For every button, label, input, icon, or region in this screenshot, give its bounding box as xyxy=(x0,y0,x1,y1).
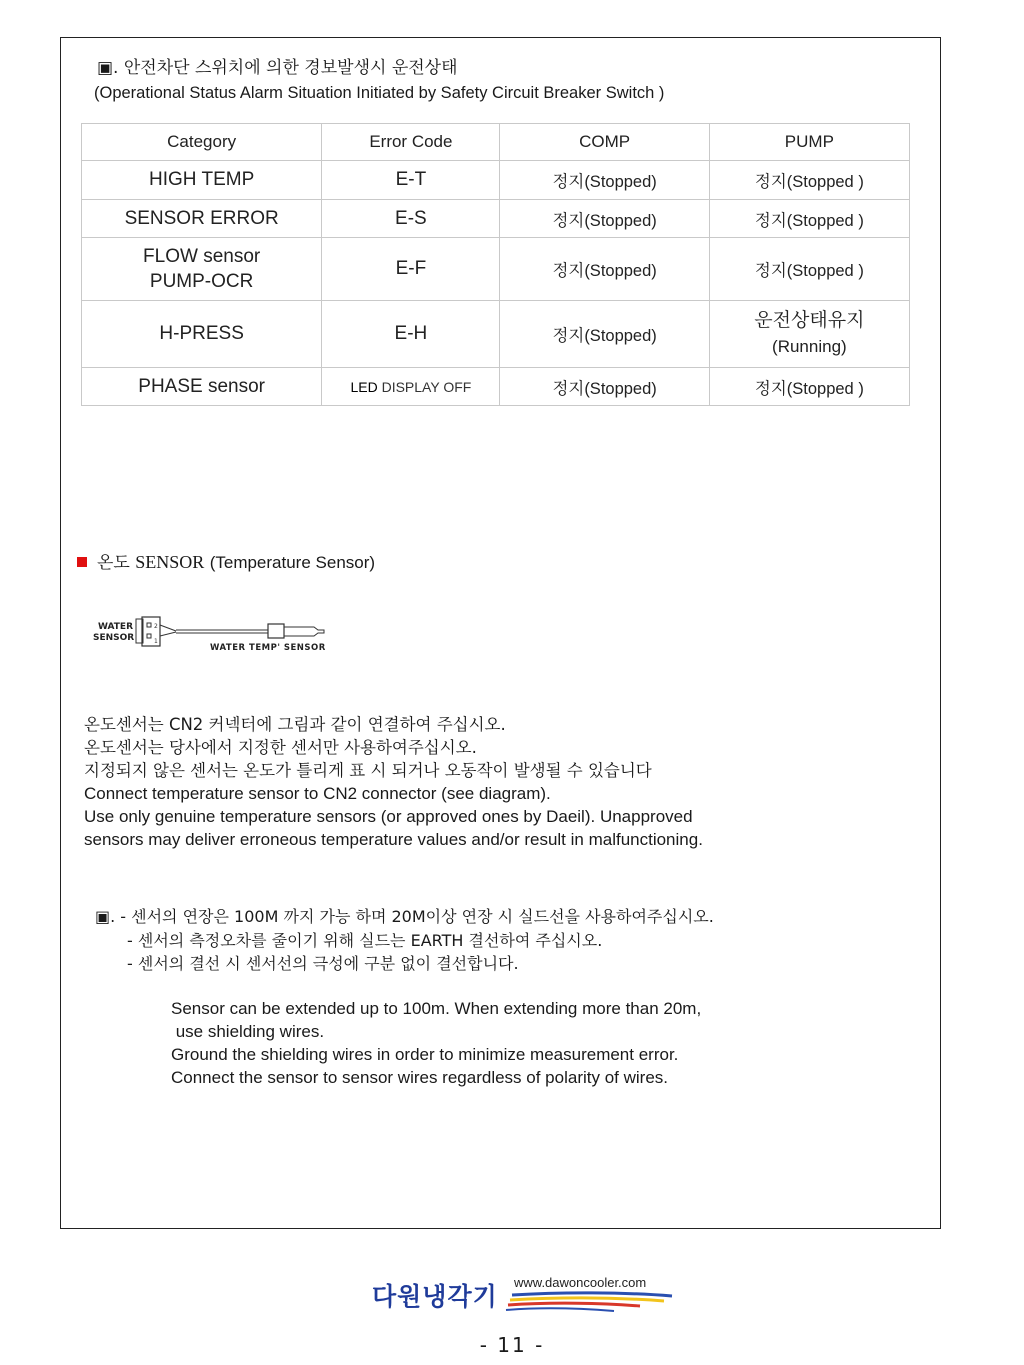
note-line: ▣. - 센서의 연장은 100M 까지 가능 하며 20M이상 연장 시 실드선을 사용하여주십시오. xyxy=(95,907,714,926)
note-line: - 센서의 결선 시 센서선의 극성에 구분 없이 결선합니다. xyxy=(127,954,519,973)
table-row xyxy=(82,368,910,406)
section1-subtitle: (Operational Status Alarm Situation Initiated by Safety Circuit Breaker Switch ) xyxy=(94,84,665,102)
instruction-line: sensors may deliver erroneous temperature values and/or result in malfunctioning. xyxy=(84,830,703,849)
temperature-sensor-instructions xyxy=(84,713,703,851)
logo-url: www.dawoncooler.com xyxy=(514,1275,647,1290)
table-header-row xyxy=(82,124,910,161)
title-en: (Temperature Sensor) xyxy=(209,553,376,572)
note-line: Ground the shielding wires in order to minimize measurement error. xyxy=(171,1045,679,1064)
cell-category: PHASE sensor xyxy=(82,368,322,406)
cell-category: HIGH TEMP xyxy=(82,161,322,200)
title-ko: 온도 xyxy=(97,553,130,573)
note-line: Connect the sensor to sensor wires regardless of polarity of wires. xyxy=(171,1068,669,1087)
sensor-probe-shape xyxy=(284,627,324,636)
category-line: FLOW sensor xyxy=(143,246,261,267)
table-row xyxy=(82,161,910,200)
alarm-status-table xyxy=(81,123,910,406)
company-logo xyxy=(372,1275,676,1317)
cell-error-code: E-F xyxy=(322,238,500,301)
connector-pin-shape xyxy=(147,623,151,627)
cell-error-code: E-S xyxy=(322,200,500,238)
cell-pump: 정지(Stopped ) xyxy=(709,238,909,301)
cell-comp: 정지(Stopped) xyxy=(500,238,709,301)
note-line: Sensor can be extended up to 100m. When extending more than 20m, xyxy=(171,999,702,1018)
cell-pump xyxy=(709,301,909,368)
header-pump: PUMP xyxy=(709,124,909,161)
cell-comp: 정지(Stopped) xyxy=(500,368,709,406)
red-square-bullet-icon xyxy=(77,557,87,567)
cell-error-code: E-T xyxy=(322,161,500,200)
section2-title xyxy=(77,551,375,574)
cell-pump: 정지(Stopped ) xyxy=(709,368,909,406)
wire-line xyxy=(160,625,176,631)
sensor-extension-notes-en xyxy=(171,997,701,1089)
pin-number: 1 xyxy=(154,638,158,645)
logo-stripe-yellow xyxy=(510,1298,664,1301)
pin-number: 2 xyxy=(154,623,158,630)
header-comp: COMP xyxy=(500,124,709,161)
diagram-label-water: WATER xyxy=(98,622,134,632)
page-number: - 11 - xyxy=(479,1333,545,1357)
table-row xyxy=(82,301,910,368)
connector-pin-shape xyxy=(147,634,151,638)
sensor-wiring-diagram xyxy=(92,612,332,656)
section1-title: ▣. 안전차단 스위치에 의한 경보발생시 운전상태 xyxy=(97,58,458,78)
diagram-caption: WATER TEMP' SENSOR xyxy=(210,643,326,653)
pump-line: 운전상태유지 xyxy=(754,310,865,331)
cell-pump: 정지(Stopped ) xyxy=(709,200,909,238)
cell-comp: 정지(Stopped) xyxy=(500,301,709,368)
sensor-extension-notes xyxy=(95,905,714,976)
cell-error-code xyxy=(322,368,500,406)
cell-comp: 정지(Stopped) xyxy=(500,200,709,238)
instruction-line: Connect temperature sensor to CN2 connector (see diagram). xyxy=(84,784,551,803)
cell-category: SENSOR ERROR xyxy=(82,200,322,238)
wire-line xyxy=(160,632,176,636)
category-line: PUMP-OCR xyxy=(149,271,254,292)
led-text: LED xyxy=(350,378,378,395)
instruction-line: 온도센서는 CN2 커넥터에 그림과 같이 연결하여 주십시오. xyxy=(84,715,506,734)
note-line: use shielding wires. xyxy=(171,1022,325,1041)
logo-stripe-blue xyxy=(512,1293,672,1296)
title-sensor: SENSOR xyxy=(135,552,205,572)
cell-category: H-PRESS xyxy=(82,301,322,368)
pump-line: (Running) xyxy=(772,337,847,356)
header-category: Category xyxy=(82,124,322,161)
instruction-line: 지정되지 않은 센서는 온도가 틀리게 표 시 되거나 오동작이 발생될 수 있습니다 xyxy=(84,761,652,780)
diagram-label-sensor: SENSOR xyxy=(93,633,135,643)
sensor-head-shape xyxy=(268,624,284,638)
table-row xyxy=(82,238,910,301)
logo-text: 다원냉각기 xyxy=(372,1282,498,1311)
header-error-code: Error Code xyxy=(322,124,500,161)
cell-pump: 정지(Stopped ) xyxy=(709,161,909,200)
cell-comp: 정지(Stopped) xyxy=(500,161,709,200)
cell-category xyxy=(82,238,322,301)
display-off-text: DISPLAY OFF xyxy=(377,378,472,395)
table-row xyxy=(82,200,910,238)
note-line: - 센서의 측정오차를 줄이기 위해 실드는 EARTH 결선하여 주십시오. xyxy=(127,930,603,950)
instruction-line: Use only genuine temperature sensors (or approved ones by Daeil). Unapproved xyxy=(84,807,693,826)
logo-stripe-blue-thin xyxy=(506,1308,614,1311)
logo-stripe-red xyxy=(508,1303,640,1306)
instruction-line: 온도센서는 당사에서 지정한 센서만 사용하여주십시오. xyxy=(84,738,477,757)
cell-error-code: E-H xyxy=(322,301,500,368)
